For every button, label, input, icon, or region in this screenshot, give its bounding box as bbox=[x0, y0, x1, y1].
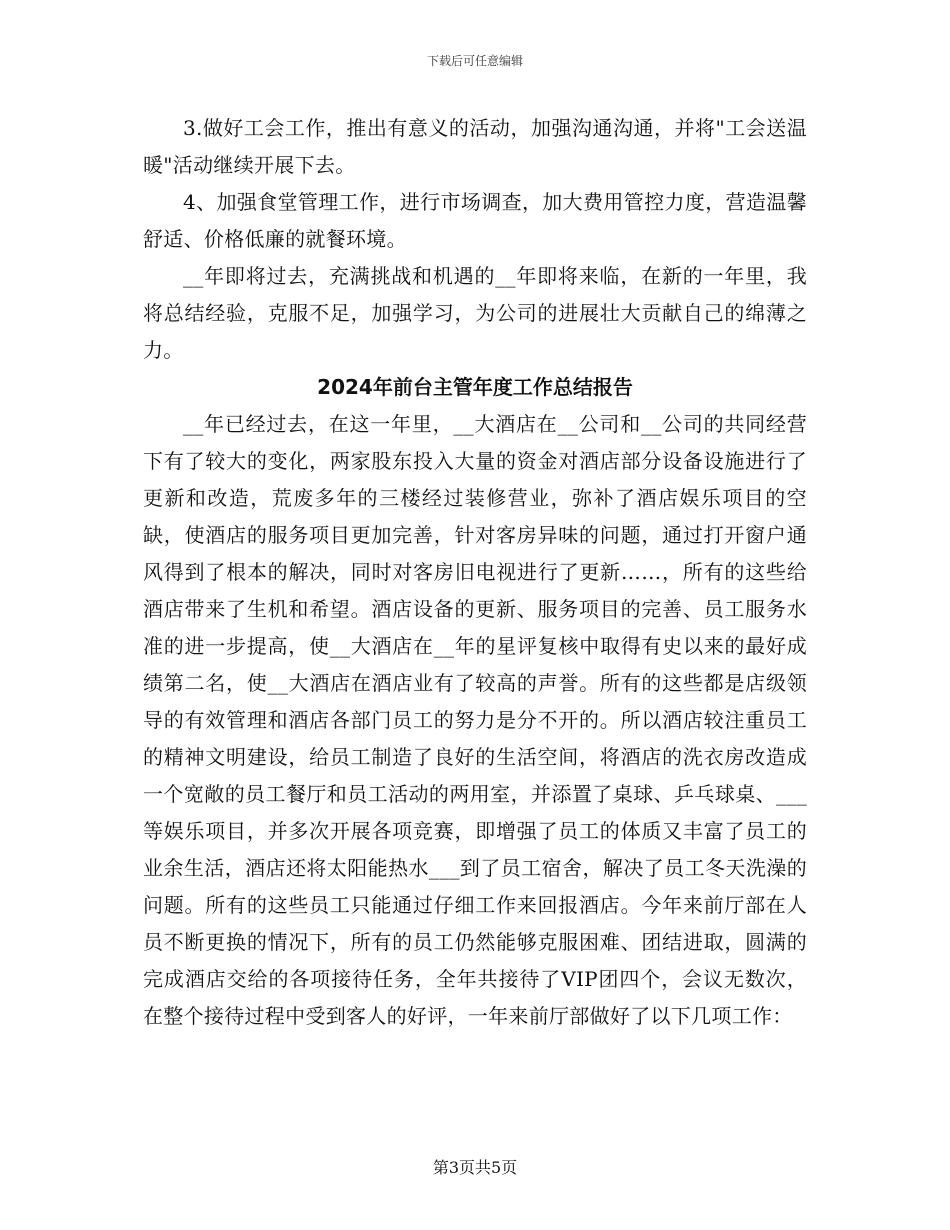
document-body bbox=[143, 110, 807, 1035]
paragraph-closing-remarks: __年即将过去，充满挑战和机遇的__年即将来临，在新的一年里，我将总结经验，克服不足，加强学习，为公司的进展壮大贡献自己的绵薄之力。 bbox=[143, 264, 807, 362]
paragraph-canteen-management: 4、加强食堂管理工作，进行市场调查，加大费用管控力度，营造温馨舒适、价格低廉的就餐环境。 bbox=[143, 190, 807, 251]
paragraph-union-work: 3.做好工会工作，推出有意义的活动，加强沟通沟通，并将"工会送温暖"活动继续开展下去。 bbox=[143, 116, 807, 177]
section-title: 2024年前台主管年度工作总结报告 bbox=[317, 375, 633, 399]
page-header-note: 下载后可任意编辑 bbox=[426, 54, 523, 68]
paragraph-annual-summary: __年已经过去，在这一年里，__大酒店在__公司和__公司的共同经营下有了较大的变化，两家股东投入大量的资金对酒店部分设备设施进行了更新和改造，荒废多年的三楼经过装修营业，弥补了酒店娱乐项目的空缺，使酒店的服务项目更加完善，针对客房异味的问题，通过打开窗户通风得到了根本的解决，同时对客房旧电视进行了更新……，所有的这些给酒店带来了生机和希望。酒店设备的更新、服务项目的完善、员工服务水准的进一步提高，使__大酒店在__年的星评复核中取得有史以来的最好成绩第二名，使__大酒店在酒店业有了较高的声誉。所有的这些都是店级领导的有效管理和酒店各部门员工的努力是分不开的。所以酒店较注重员工的精神文明建设，给员工制造了良好的生活空间，将酒店的洗衣房改造成一个宽敞的员工餐厅和员工活动的两用室，并添置了桌球、乒乓球桌、___等娱乐项目，并多次开展各项竞赛，即增强了员工的体质又丰富了员工的业余生活，酒店还将太阳能热水___到了员工宿舍，解决了员工冬天洗澡的问题。所有的这些员工只能通过仔细工作来回报酒店。今年来前厅部在人员不断更换的情况下，所有的员工仍然能够克服困难、团结进取，圆满的完成酒店交给的各项接待任务，全年共接待了VIP团四个，会议无数次，在整个接待过程中受到客人的好评，一年来前厅部做好了以下几项工作： bbox=[143, 412, 807, 1028]
page-number: 第3页共5页 bbox=[432, 1158, 518, 1177]
